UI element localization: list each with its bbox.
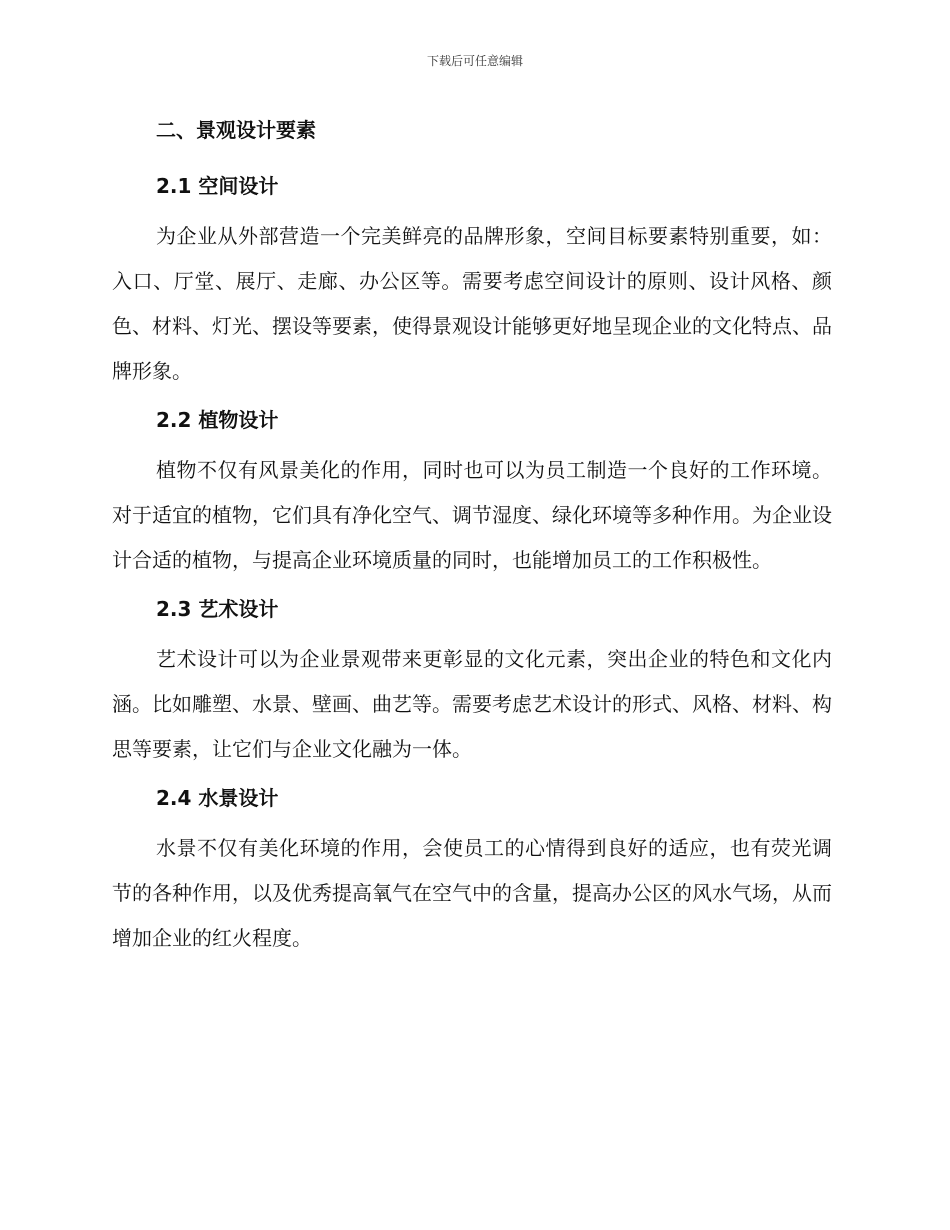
paragraph-space-design: 为企业从外部营造一个完美鲜亮的品牌形象，空间目标要素特别重要，如：入口、厅堂、展厅、走廊、办公区等。需要考虑空间设计的原则、设计风格、颜色、材料、灯光、摆设等要素，使得景观设计能够更好地呈现企业的文化特点、品牌形象。 [112, 224, 832, 383]
document-body [112, 112, 832, 961]
paragraph-plant-design: 植物不仅有风景美化的作用，同时也可以为员工制造一个良好的工作环境。对于适宜的植物，它们具有净化空气、调节湿度、绿化环境等多种作用。为企业设计合适的植物，与提高企业环境质量的同时，也能增加员工的工作积极性。 [112, 458, 832, 572]
subsection-title-water: 2.4 水景设计 [156, 786, 279, 810]
subsection-title-space: 2.1 空间设计 [156, 174, 279, 198]
section-title: 二、景观设计要素 [156, 118, 316, 142]
page-header-note: 下载后可任意编辑 [426, 54, 523, 68]
paragraph-water-design: 水景不仅有美化环境的作用，会使员工的心情得到良好的适应，也有荧光调节的各种作用，以及优秀提高氧气在空气中的含量，提高办公区的风水气场，从而增加企业的红火程度。 [112, 836, 832, 950]
paragraph-art-design: 艺术设计可以为企业景观带来更彰显的文化元素，突出企业的特色和文化内涵。比如雕塑、水景、壁画、曲艺等。需要考虑艺术设计的形式、风格、材料、构思等要素，让它们与企业文化融为一体。 [112, 647, 832, 761]
subsection-title-art: 2.3 艺术设计 [156, 597, 279, 621]
subsection-title-plant: 2.2 植物设计 [156, 408, 279, 432]
